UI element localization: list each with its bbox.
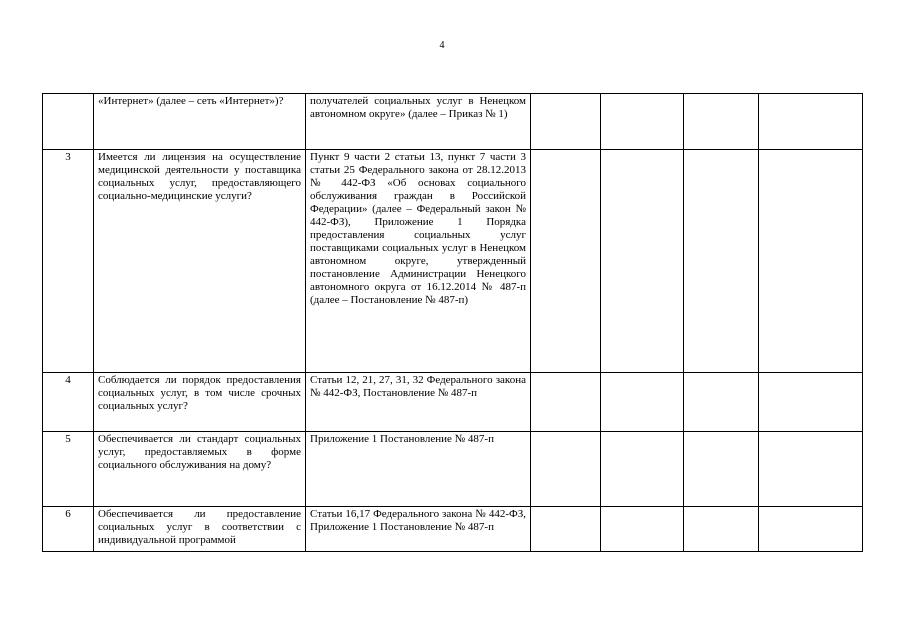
page-number: 4 (439, 40, 445, 51)
table-row (43, 507, 863, 552)
answer-no-cell (601, 94, 684, 150)
answer-no-cell (601, 432, 684, 507)
answer-yes-cell (531, 373, 601, 432)
question-cell: «Интернет» (далее – сеть «Интернет»)? (94, 94, 306, 150)
question-cell: Обеспечивается ли стандарт социальных услуг, предоставляемых в форме социального обслуживания на дому? (94, 432, 306, 507)
reference-cell: Пункт 9 части 2 статьи 13, пункт 7 части 3 статьи 25 Федерального закона от 28.12.2013 № 442-ФЗ «Об основах социального обслуживания граждан в Российской Федерации» (далее – Федеральный закон № 442-ФЗ), Приложение 1 Порядка предоставления социальных услуг поставщиками социальных услуг в Ненецком автономном округе, утвержденный постановление Администрации Ненецкого автономного округа от 16.12.2014 № 487-п (далее – Постановление № 487-п) (306, 150, 531, 373)
notes-cell (759, 507, 863, 552)
answer-na-cell (684, 150, 759, 373)
table-row (43, 373, 863, 432)
row-number-cell: 3 (43, 150, 94, 373)
answer-yes-cell (531, 94, 601, 150)
notes-cell (759, 94, 863, 150)
answer-yes-cell (531, 507, 601, 552)
row-number-cell: 6 (43, 507, 94, 552)
table-row (43, 432, 863, 507)
answer-na-cell (684, 432, 759, 507)
notes-cell (759, 432, 863, 507)
answer-yes-cell (531, 150, 601, 373)
answer-no-cell (601, 373, 684, 432)
reference-cell: получателей социальных услуг в Ненецком автономном округе» (далее – Приказ № 1) (306, 94, 531, 150)
reference-cell: Статьи 16,17 Федерального закона № 442-ФЗ, Приложение 1 Постановление № 487-п (306, 507, 531, 552)
table-row (43, 94, 863, 150)
question-cell: Имеется ли лицензия на осуществление медицинской деятельности у поставщика социальных услуг, предоставляющего социально-медицинские услуги? (94, 150, 306, 373)
answer-no-cell (601, 507, 684, 552)
question-cell: Соблюдается ли порядок предоставления социальных услуг, в том числе срочных социальных услуг? (94, 373, 306, 432)
answer-na-cell (684, 507, 759, 552)
question-cell: Обеспечивается ли предоставление социальных услуг в соответствии с индивидуальной программой (94, 507, 306, 552)
answer-na-cell (684, 373, 759, 432)
notes-cell (759, 150, 863, 373)
answer-no-cell (601, 150, 684, 373)
table-row (43, 150, 863, 373)
reference-cell: Приложение 1 Постановление № 487-п (306, 432, 531, 507)
checklist-table (42, 93, 863, 552)
answer-na-cell (684, 94, 759, 150)
row-number-cell (43, 94, 94, 150)
answer-yes-cell (531, 432, 601, 507)
row-number-cell: 4 (43, 373, 94, 432)
row-number-cell: 5 (43, 432, 94, 507)
notes-cell (759, 373, 863, 432)
reference-cell: Статьи 12, 21, 27, 31, 32 Федерального закона № 442-ФЗ, Постановление № 487-п (306, 373, 531, 432)
